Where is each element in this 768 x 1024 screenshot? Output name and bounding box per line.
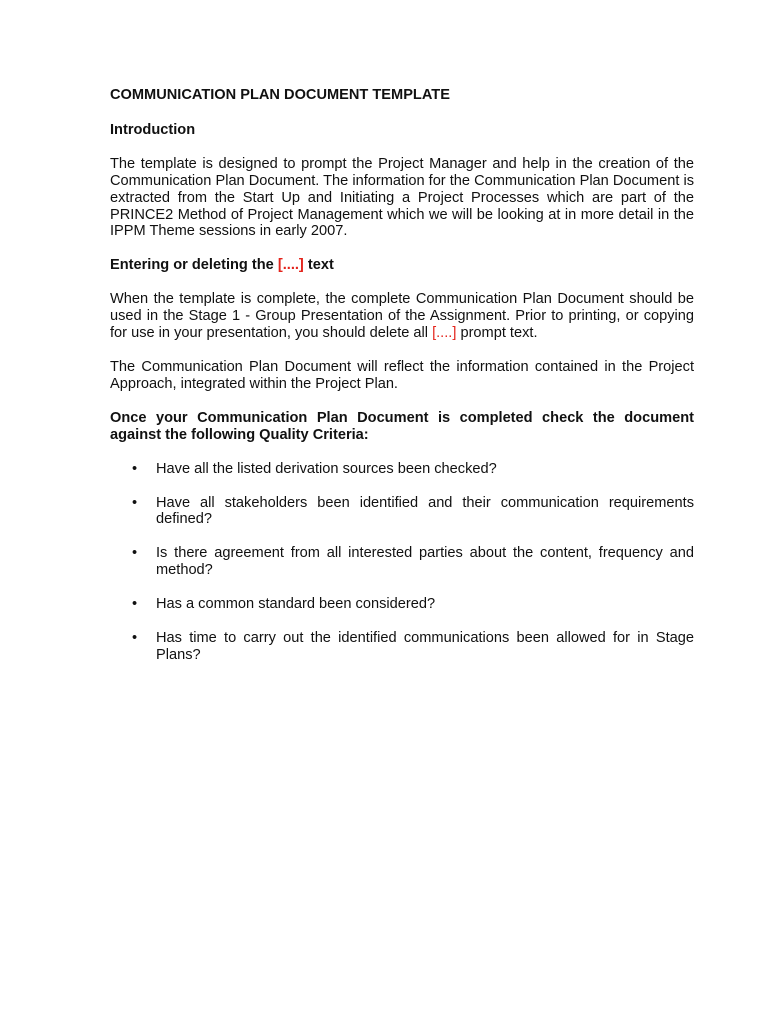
list-item-text: Has time to carry out the identified communications been allowed for in Stage Plans? [156, 630, 694, 663]
prompt-marker: [....] [432, 325, 457, 342]
prompt-marker: [....] [277, 257, 304, 274]
bullet-icon: • [132, 460, 138, 477]
introduction-heading: Introduction [110, 121, 196, 138]
list-item-text: Is there agreement from all interested parties about the content, frequency and method? [156, 545, 694, 579]
template-complete-paragraph [110, 291, 694, 342]
bullet-icon: • [132, 494, 138, 511]
list-item [110, 495, 694, 529]
list-item [110, 461, 694, 478]
document-page [110, 87, 694, 681]
entering-heading-text: Entering or deleting the [110, 257, 278, 274]
bullet-icon: • [132, 596, 138, 613]
list-item [110, 545, 694, 579]
list-item [110, 630, 694, 664]
bullet-icon: • [132, 630, 138, 647]
quality-criteria-list [110, 461, 694, 664]
list-item-text: Has a common standard been considered? [156, 596, 436, 613]
list-item-text: Have all the listed derivation sources been checked? [156, 460, 497, 477]
bullet-icon: • [132, 545, 138, 562]
list-item-text: Have all stakeholders been identified and their communication requirements defined? [156, 494, 694, 528]
entering-heading-suffix: text [303, 257, 334, 274]
quality-criteria-heading: Once your Communication Plan Document is completed check the document against the following Quality Criteria: [110, 409, 694, 443]
document-title: COMMUNICATION PLAN DOCUMENT TEMPLATE [110, 87, 450, 103]
reflect-paragraph: The Communication Plan Document will reflect the information contained in the Project Approach, integrated within the Project Plan. [110, 358, 694, 392]
list-item [110, 596, 694, 613]
entering-deleting-heading [110, 257, 694, 274]
template-complete-suffix: prompt text. [456, 325, 538, 342]
introduction-paragraph: The template is designed to prompt the Project Manager and help in the creation of the Communication Plan Document. The information for the Communication Plan Document is extracted from the Start Up and Initiating a Project Processes which are part of the PRINCE2 Method of Project Management which we will be looking at in more detail in the IPPM Theme sessions in early 2007. [110, 155, 694, 240]
template-complete-text: When the template is complete, the complete Communication Plan Document should be used in the Stage 1 - Group Presentation of the Assignment. Prior to printing, or copying for use in your presentation, you should delete all [110, 291, 694, 342]
